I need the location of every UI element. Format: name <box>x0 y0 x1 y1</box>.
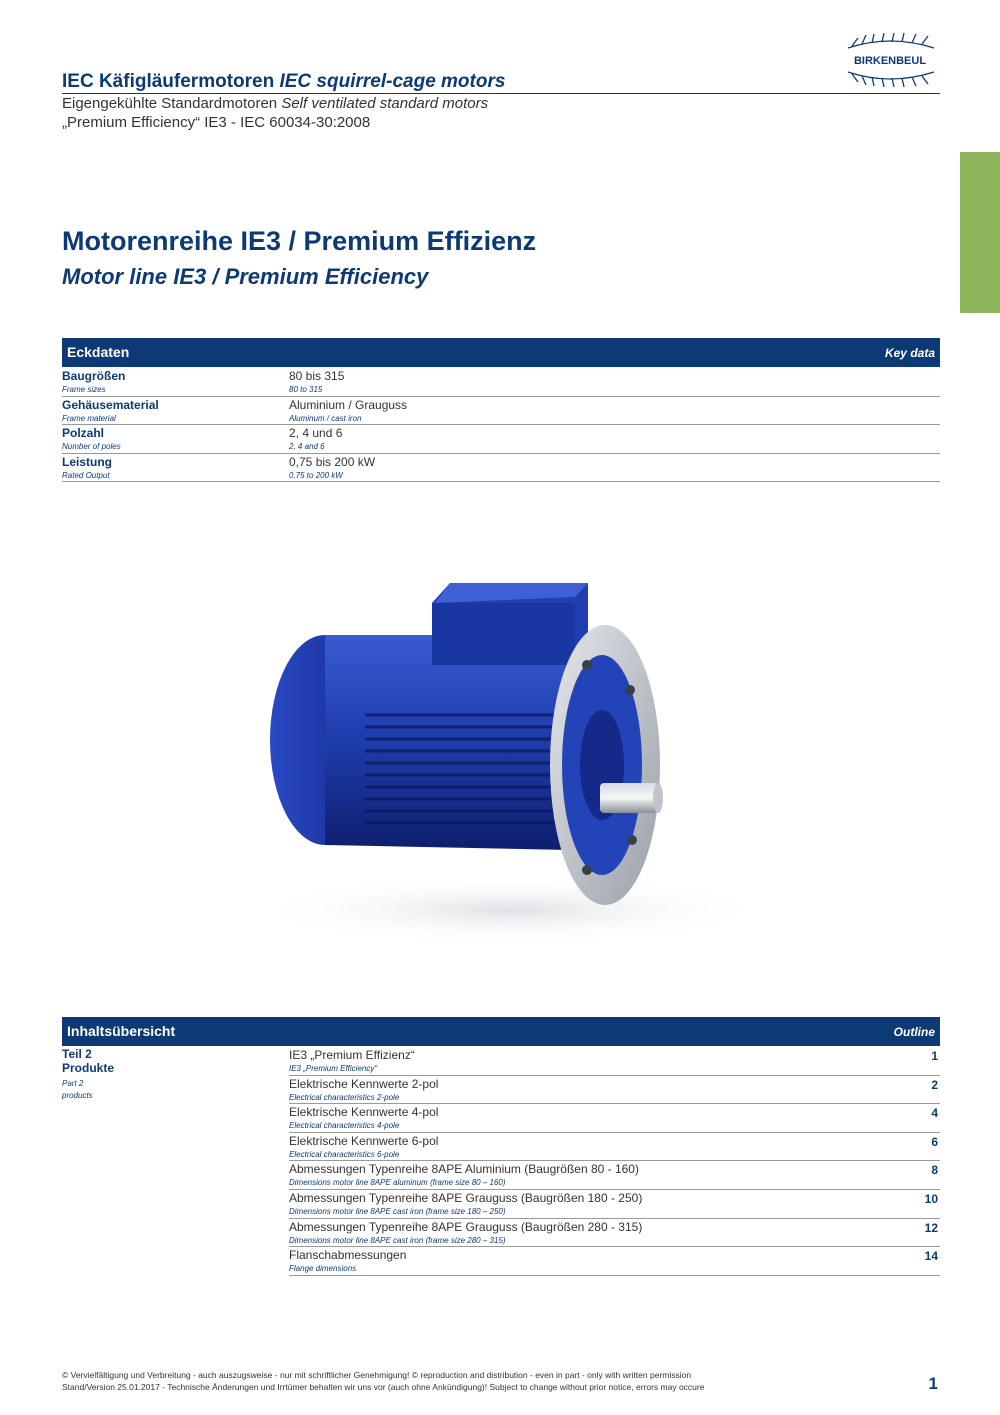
key-data-row <box>62 368 940 397</box>
outline-header <box>62 1017 940 1046</box>
key-label-en: Rated Output <box>62 470 110 480</box>
outline-entry: Elektrische Kennwerte 6-pol <box>289 1133 439 1148</box>
outline-entry-en: Electrical characteristics 2-pole <box>289 1092 400 1102</box>
outline-part: Teil 2 <box>62 1047 92 1061</box>
key-value: 2, 4 und 6 <box>289 426 343 440</box>
document-title <box>62 71 505 93</box>
birkenbeul-logo <box>838 30 942 90</box>
section-tab <box>960 152 1000 313</box>
key-data-row <box>62 397 940 426</box>
page-number: 1 <box>928 1374 938 1393</box>
key-label: Leistung <box>62 454 112 469</box>
outline-row[interactable] <box>289 1247 940 1276</box>
efficiency-standard: „Premium Efficiency“ IE3 - IEC 60034-30:2008 <box>62 114 371 131</box>
key-data-row <box>62 454 940 483</box>
outline-page-number: 6 <box>931 1134 938 1149</box>
document-subtitle <box>62 95 488 112</box>
key-data-header <box>62 338 940 367</box>
key-value-en: 2, 4 and 6 <box>289 442 325 451</box>
outline-entry: Elektrische Kennwerte 2-pol <box>289 1076 439 1091</box>
outline-row[interactable] <box>289 1047 940 1076</box>
key-value-en: 0,75 to 200 kW <box>289 470 343 480</box>
outline-part-en: Part 2 <box>62 1079 84 1088</box>
outline-entry-en: Dimensions motor line 8APE cast iron (frame size 180 – 250) <box>289 1206 506 1216</box>
key-label: Gehäusematerial <box>62 397 159 412</box>
outline-entry: IE3 „Premium Effizienz“ <box>289 1048 415 1062</box>
outline-page-number: 10 <box>924 1191 938 1206</box>
outline-page-number: 4 <box>931 1106 938 1121</box>
version-notice: Stand/Version 25.01.2017 - Technische Änderungen und Irrtümer behalten wir uns vor (auch ohne Ankündigung)! Subject to change without prior notice, errors may occure <box>62 1382 705 1392</box>
outline-section-label <box>62 1047 282 1102</box>
outline-row[interactable] <box>289 1104 940 1133</box>
motor-product-image <box>150 515 852 985</box>
key-label-en: Frame material <box>62 413 116 423</box>
outline-entry: Abmessungen Typenreihe 8APE Grauguss (Baugrößen 180 - 250) <box>289 1190 643 1205</box>
key-label: Polzahl <box>62 426 105 440</box>
outline-heading-de: Inhaltsübersicht <box>67 1023 176 1039</box>
document-subtitle-de: Eigengekühlte Standardmotoren <box>62 95 278 112</box>
outline-row[interactable] <box>289 1076 940 1105</box>
key-value: 0,75 bis 200 kW <box>289 454 376 469</box>
outline-page-number: 8 <box>931 1163 938 1178</box>
key-value: Aluminium / Grauguss <box>289 397 408 412</box>
outline-row[interactable] <box>289 1161 940 1190</box>
outline-entry-en: Electrical characteristics 6-pole <box>289 1149 400 1159</box>
key-label-en: Number of poles <box>62 442 121 451</box>
key-data-table <box>62 368 940 482</box>
page-subtitle: Motor line IE3 / Premium Efficiency <box>62 264 429 289</box>
document-title-de: IEC Käfigläufermotoren <box>62 71 275 92</box>
outline-table <box>289 1047 940 1276</box>
outline-page-number: 2 <box>931 1077 938 1092</box>
page-title: Motorenreihe IE3 / Premium Effizienz <box>62 226 537 256</box>
outline-entry: Elektrische Kennwerte 4-pol <box>289 1105 439 1120</box>
key-data-row <box>62 425 940 454</box>
key-value-en: 80 to 315 <box>289 385 323 394</box>
logo-text: BIRKENBEUL <box>853 55 927 67</box>
outline-section-en: products <box>62 1091 93 1100</box>
key-label: Baugrößen <box>62 369 126 383</box>
outline-page-number: 1 <box>931 1049 938 1063</box>
outline-entry-en: Electrical characteristics 4-pole <box>289 1121 400 1131</box>
outline-row[interactable] <box>289 1190 940 1219</box>
outline-row[interactable] <box>289 1133 940 1162</box>
key-label-en: Frame sizes <box>62 385 106 394</box>
key-data-heading-de: Eckdaten <box>67 344 130 360</box>
copyright-notice: © Vervielfältigung und Verbreitung - auch auszugsweise - nur mit schriftlicher Genehmigung! © reproduction and distribution - even in part - only with written permission <box>62 1370 692 1380</box>
outline-entry-en: Dimensions motor line 8APE aluminum (frame size 80 – 160) <box>289 1178 506 1188</box>
document-title-en: IEC squirrel-cage motors <box>279 71 506 92</box>
outline-entry-en: Flange dimensions <box>289 1264 357 1274</box>
outline-entry: Flanschabmessungen <box>289 1248 407 1263</box>
outline-entry: Abmessungen Typenreihe 8APE Aluminium (Baugrößen 80 - 160) <box>289 1162 639 1177</box>
document-subtitle-en: Self ventilated standard motors <box>281 95 489 112</box>
header-divider <box>62 93 940 94</box>
outline-page-number: 12 <box>924 1220 938 1235</box>
outline-entry-en: IE3 „Premium Efficiency“ <box>289 1064 378 1073</box>
outline-page-number: 14 <box>924 1249 938 1264</box>
key-data-heading-en: Key data <box>884 346 935 360</box>
outline-heading-en: Outline <box>893 1025 935 1039</box>
key-value-en: Aluminum / cast iron <box>289 413 362 423</box>
outline-entry-en: Dimensions motor line 8APE cast iron (frame size 280 – 315) <box>289 1235 506 1245</box>
outline-row[interactable] <box>289 1219 940 1248</box>
key-value: 80 bis 315 <box>289 369 345 383</box>
outline-entry: Abmessungen Typenreihe 8APE Grauguss (Baugrößen 280 - 315) <box>289 1219 643 1234</box>
outline-section: Produkte <box>62 1061 115 1075</box>
